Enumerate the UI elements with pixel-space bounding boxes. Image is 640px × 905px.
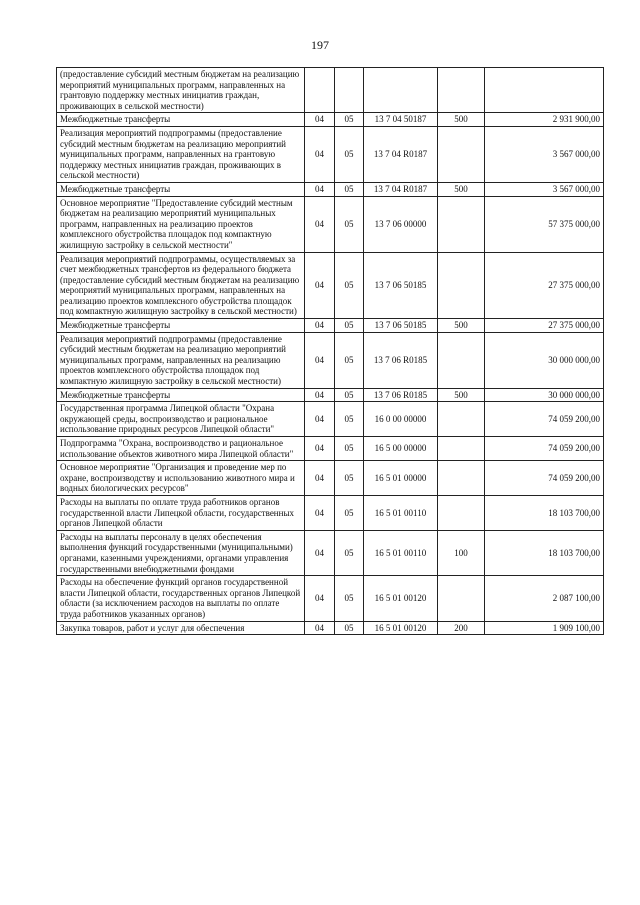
target-article-cell: 16 5 01 00000 xyxy=(364,461,438,496)
expense-type-cell: 200 xyxy=(438,621,485,635)
amount-cell: 3 567 000,00 xyxy=(485,126,604,182)
subsection-cell: 05 xyxy=(335,402,364,437)
expense-type-cell xyxy=(438,576,485,621)
expense-type-cell xyxy=(438,495,485,530)
target-article-cell: 13 7 04 50187 xyxy=(364,113,438,127)
section-cell: 04 xyxy=(305,113,335,127)
section-cell: 04 xyxy=(305,495,335,530)
expense-type-cell: 500 xyxy=(438,319,485,333)
row-name-cell: Государственная программа Липецкой области "Охрана окружающей среды, воспроизводство и рациональное использование природных ресурсов Липецкой области" xyxy=(57,402,305,437)
target-article-cell: 13 7 06 R0185 xyxy=(364,388,438,402)
table-row xyxy=(57,182,604,196)
subsection-cell: 05 xyxy=(335,196,364,252)
target-article-cell: 13 7 04 R0187 xyxy=(364,126,438,182)
target-article-cell xyxy=(364,68,438,113)
table-row xyxy=(57,437,604,461)
target-article-cell: 16 5 01 00110 xyxy=(364,530,438,575)
amount-cell: 18 103 700,00 xyxy=(485,495,604,530)
table-row xyxy=(57,388,604,402)
row-name-cell: Основное мероприятие "Предоставление субсидий местным бюджетам на реализацию мероприятий муниципальных программ, направленных на реализацию проектов комплексного обустройства площадок под компактную жилищную застройку в сельской местности" xyxy=(57,196,305,252)
table-row xyxy=(57,530,604,575)
target-article-cell: 16 5 01 00120 xyxy=(364,621,438,635)
expense-type-cell xyxy=(438,402,485,437)
table-row xyxy=(57,196,604,252)
subsection-cell: 05 xyxy=(335,461,364,496)
section-cell: 04 xyxy=(305,576,335,621)
expense-type-cell: 500 xyxy=(438,113,485,127)
subsection-cell: 05 xyxy=(335,530,364,575)
expense-type-cell: 500 xyxy=(438,388,485,402)
target-article-cell: 13 7 06 R0185 xyxy=(364,332,438,388)
page-number: 197 xyxy=(311,38,329,52)
row-name-cell: Реализация мероприятий подпрограммы, осуществляемых за счет межбюджетных трансфертов из федерального бюджета (предоставление субсидий местным бюджетам на реализацию мероприятий муниципальных программ, направленных на реализацию проектов комплексного обустройства площадок под компактную жилищную застройку в сельской местности) xyxy=(57,252,305,319)
section-cell: 04 xyxy=(305,252,335,319)
row-name-cell: Закупка товаров, работ и услуг для обеспечения xyxy=(57,621,305,635)
row-name-cell: Расходы на выплаты по оплате труда работников органов государственной власти Липецкой области, государственных органов Липецкой области xyxy=(57,495,305,530)
expense-type-cell xyxy=(438,196,485,252)
section-cell: 04 xyxy=(305,621,335,635)
table-row xyxy=(57,68,604,113)
section-cell: 04 xyxy=(305,196,335,252)
amount-cell: 27 375 000,00 xyxy=(485,319,604,333)
subsection-cell: 05 xyxy=(335,576,364,621)
row-name-cell: Расходы на обеспечение функций органов государственной власти Липецкой области, государственных органов Липецкой области (за исключением расходов на выплаты по оплате труда работников указанных органов) xyxy=(57,576,305,621)
amount-cell: 1 909 100,00 xyxy=(485,621,604,635)
expense-type-cell xyxy=(438,68,485,113)
table-row xyxy=(57,495,604,530)
table-row xyxy=(57,113,604,127)
amount-cell: 3 567 000,00 xyxy=(485,182,604,196)
section-cell: 04 xyxy=(305,182,335,196)
expense-type-cell xyxy=(438,437,485,461)
subsection-cell: 05 xyxy=(335,252,364,319)
expense-type-cell: 500 xyxy=(438,182,485,196)
row-name-cell: (предоставление субсидий местным бюджетам на реализацию мероприятий муниципальных программ, направленных на грантовую поддержку местных инициатив граждан, проживающих в сельской местности) xyxy=(57,68,305,113)
section-cell xyxy=(305,68,335,113)
table-row xyxy=(57,402,604,437)
subsection-cell: 05 xyxy=(335,388,364,402)
amount-cell: 18 103 700,00 xyxy=(485,530,604,575)
subsection-cell: 05 xyxy=(335,319,364,333)
expense-type-cell xyxy=(438,461,485,496)
subsection-cell: 05 xyxy=(335,126,364,182)
target-article-cell: 16 5 00 00000 xyxy=(364,437,438,461)
section-cell: 04 xyxy=(305,332,335,388)
amount-cell: 30 000 000,00 xyxy=(485,388,604,402)
section-cell: 04 xyxy=(305,388,335,402)
table-row xyxy=(57,332,604,388)
row-name-cell: Межбюджетные трансферты xyxy=(57,388,305,402)
subsection-cell: 05 xyxy=(335,113,364,127)
section-cell: 04 xyxy=(305,530,335,575)
subsection-cell: 05 xyxy=(335,437,364,461)
table-row xyxy=(57,126,604,182)
row-name-cell: Реализация мероприятий подпрограммы (предоставление субсидий местным бюджетам на реализацию мероприятий муниципальных программ, направленных на реализацию проектов комплексного обустройства площадок под компактную жилищную застройку в сельской местности) xyxy=(57,332,305,388)
table-row xyxy=(57,319,604,333)
subsection-cell: 05 xyxy=(335,621,364,635)
target-article-cell: 13 7 04 R0187 xyxy=(364,182,438,196)
target-article-cell: 16 5 01 00110 xyxy=(364,495,438,530)
table-row xyxy=(57,461,604,496)
table-row xyxy=(57,621,604,635)
target-article-cell: 16 0 00 00000 xyxy=(364,402,438,437)
target-article-cell: 16 5 01 00120 xyxy=(364,576,438,621)
row-name-cell: Основное мероприятие "Организация и проведение мер по охране, воспроизводству и использованию животного мира и водных биологических ресурсов" xyxy=(57,461,305,496)
subsection-cell: 05 xyxy=(335,182,364,196)
row-name-cell: Межбюджетные трансферты xyxy=(57,113,305,127)
expense-type-cell xyxy=(438,252,485,319)
target-article-cell: 13 7 06 00000 xyxy=(364,196,438,252)
budget-table xyxy=(56,67,604,635)
section-cell: 04 xyxy=(305,126,335,182)
amount-cell: 74 059 200,00 xyxy=(485,461,604,496)
row-name-cell: Межбюджетные трансферты xyxy=(57,182,305,196)
amount-cell: 2 087 100,00 xyxy=(485,576,604,621)
row-name-cell: Реализация мероприятий подпрограммы (предоставление субсидий местным бюджетам на реализацию мероприятий муниципальных программ, направленных на грантовую поддержку местных инициатив граждан, проживающих в сельской местности) xyxy=(57,126,305,182)
amount-cell: 30 000 000,00 xyxy=(485,332,604,388)
amount-cell: 27 375 000,00 xyxy=(485,252,604,319)
row-name-cell: Расходы на выплаты персоналу в целях обеспечения выполнения функций государственными (муниципальными) органами, казенными учреждениями, органами управления государственными внебюджетными фондами xyxy=(57,530,305,575)
target-article-cell: 13 7 06 50185 xyxy=(364,319,438,333)
amount-cell: 74 059 200,00 xyxy=(485,437,604,461)
section-cell: 04 xyxy=(305,319,335,333)
section-cell: 04 xyxy=(305,461,335,496)
section-cell: 04 xyxy=(305,402,335,437)
table-row xyxy=(57,252,604,319)
expense-type-cell xyxy=(438,126,485,182)
subsection-cell: 05 xyxy=(335,332,364,388)
amount-cell: 57 375 000,00 xyxy=(485,196,604,252)
subsection-cell xyxy=(335,68,364,113)
table-row xyxy=(57,576,604,621)
row-name-cell: Межбюджетные трансферты xyxy=(57,319,305,333)
expense-type-cell xyxy=(438,332,485,388)
expense-type-cell: 100 xyxy=(438,530,485,575)
target-article-cell: 13 7 06 50185 xyxy=(364,252,438,319)
amount-cell xyxy=(485,68,604,113)
amount-cell: 2 931 900,00 xyxy=(485,113,604,127)
section-cell: 04 xyxy=(305,437,335,461)
subsection-cell: 05 xyxy=(335,495,364,530)
row-name-cell: Подпрограмма "Охрана, воспроизводство и рациональное использование объектов животного мира Липецкой области" xyxy=(57,437,305,461)
amount-cell: 74 059 200,00 xyxy=(485,402,604,437)
